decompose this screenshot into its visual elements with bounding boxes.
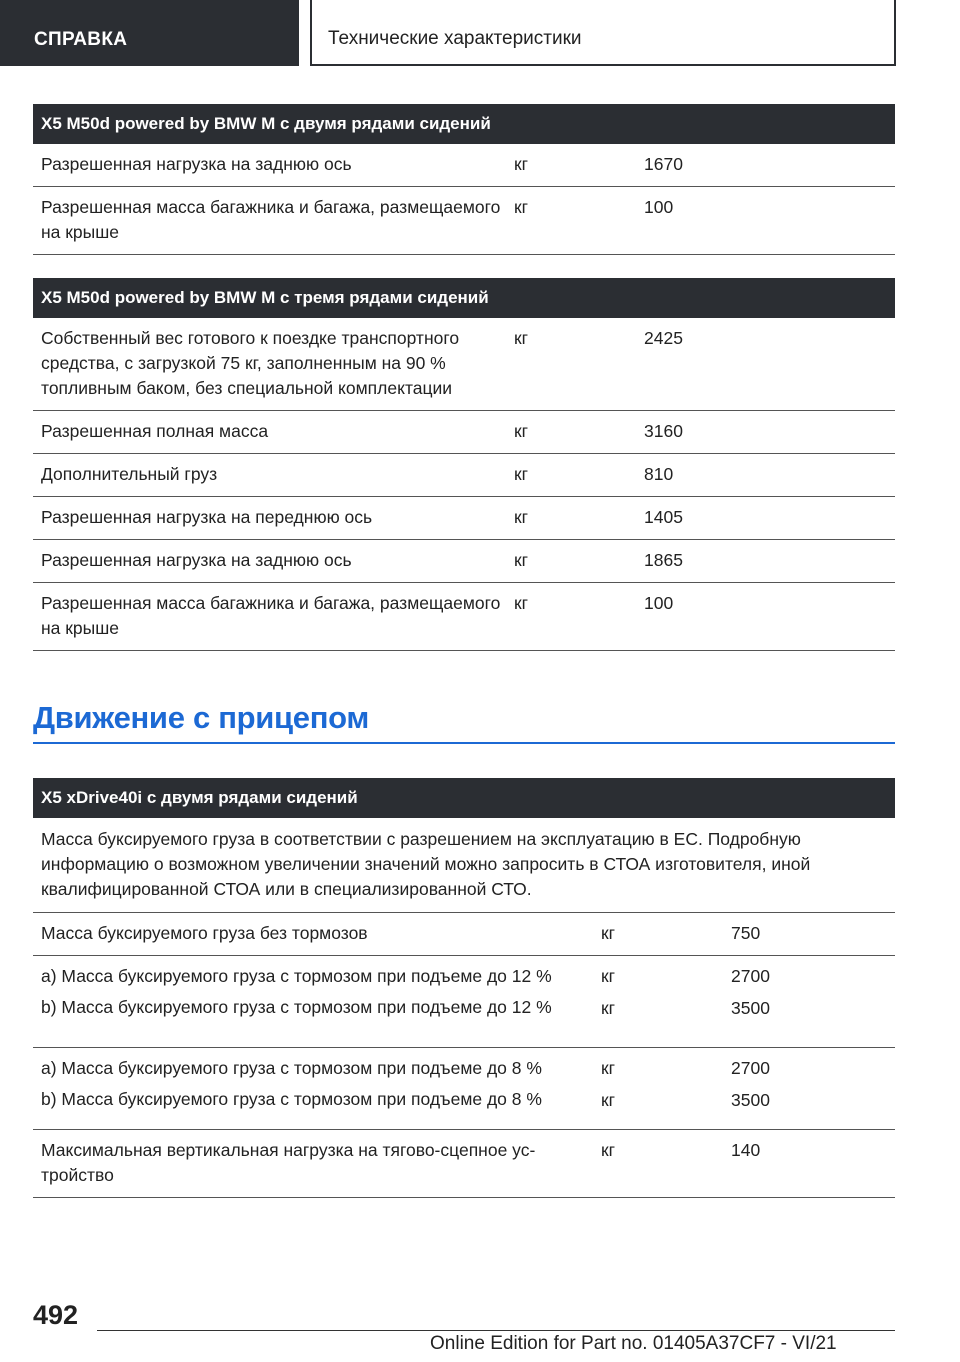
row-value: 2425 [644, 328, 683, 348]
row-value: 1670 [644, 154, 683, 174]
row-value: 100 [644, 593, 674, 613]
page-number: 492 [33, 1300, 79, 1330]
table-row [33, 318, 895, 411]
row-label: Собственный вес готового к поездке транспортного средства, с загрузкой 75 кг, заполненным на 90 % топливным баком, без специальной комплектации [41, 328, 460, 398]
table-row [33, 187, 895, 255]
row-label-b: b) Масса буксируемого груза с тормозом при подъеме до 12 % [41, 997, 552, 1017]
header-title-box [310, 0, 896, 66]
row-unit-a: кг [601, 966, 616, 986]
row-label: Разрешенная нагрузка на заднюю ось [41, 154, 352, 174]
spec-table-xdrive40i-trailer [33, 778, 895, 1198]
row-value: 100 [644, 197, 674, 217]
header-title: Технические характеристики [328, 28, 582, 49]
table-row [33, 454, 895, 497]
footer-divider [97, 1330, 895, 1331]
table-heading: X5 xDrive40i с двумя рядами сидений [33, 778, 895, 818]
row-label: Разрешенная нагрузка на заднюю ось [41, 550, 352, 570]
table-row [33, 1130, 895, 1198]
table-row [33, 144, 895, 187]
row-unit-group [593, 956, 723, 1037]
row-label: Разрешенная полная масса [41, 421, 269, 441]
row-label-b: b) Масса буксируемого груза с тормозом при подъеме до 8 % [41, 1089, 542, 1109]
row-value-b: 3500 [731, 998, 770, 1018]
table-row [33, 540, 895, 583]
table-row [33, 956, 895, 1048]
row-label: Разрешенная масса багажника и багажа, размещаемого на крыше [41, 593, 501, 638]
row-label: Разрешенная нагрузка на переднюю ось [41, 507, 373, 527]
table-row [33, 411, 895, 454]
row-value-group [723, 956, 895, 1037]
row-label: Разрешенная масса багажника и багажа, размещаемого на крыше [41, 197, 501, 242]
row-value-group [723, 1048, 895, 1129]
row-label-a: a) Масса буксируемого груза с тормозом при подъеме до 12 % [41, 966, 552, 986]
row-unit: кг [601, 1140, 616, 1160]
table-row [33, 1048, 895, 1130]
row-label-group [33, 956, 593, 1037]
spec-table-m50d-three-rows [33, 278, 895, 651]
spec-table-m50d-two-rows [33, 104, 895, 255]
row-label: Масса буксируемого груза без тормозов [41, 923, 368, 943]
table-heading: X5 M50d powered by BMW M с двумя рядами сидений [33, 104, 895, 144]
section-title: Движение с прицепом [33, 700, 895, 744]
table-row [33, 497, 895, 540]
table-row [33, 913, 895, 956]
row-unit: кг [514, 421, 529, 441]
row-value-a: 2700 [731, 966, 770, 986]
row-unit: кг [514, 593, 529, 613]
row-unit: кг [601, 923, 616, 943]
row-value-b: 3500 [731, 1090, 770, 1110]
row-label: Дополнительный груз [41, 464, 218, 484]
row-unit: кг [514, 550, 529, 570]
row-unit: кг [514, 328, 529, 348]
row-value: 750 [731, 923, 761, 943]
table-note: Масса буксируемого груза в соответствии с разрешением на эксплуатацию в ЕС. Подробную информацию о возможном увеличении значений можно запросить в СТОА изготовителя, иной квалифицированной СТОА или в специализированной СТО. [33, 818, 895, 913]
row-unit: кг [514, 464, 529, 484]
row-label-a: a) Масса буксируемого груза с тормозом при подъеме до 8 % [41, 1058, 542, 1078]
header-section-label: СПРАВКА [34, 29, 128, 50]
footer-edition: Online Edition for Part no. 01405A37CF7 - VI/21 [430, 1333, 837, 1354]
row-unit: кг [514, 197, 529, 217]
table-heading: X5 M50d powered by BMW M с тремя рядами сидений [33, 278, 895, 318]
row-value: 1865 [644, 550, 683, 570]
row-value: 810 [644, 464, 674, 484]
row-label: Максимальная вертикальная нагрузка на тягово-сцепное устройство [41, 1140, 536, 1185]
row-value: 3160 [644, 421, 683, 441]
row-label-group [33, 1048, 593, 1129]
row-value: 140 [731, 1140, 761, 1160]
row-value-a: 2700 [731, 1058, 770, 1078]
table-row [33, 583, 895, 651]
header-section-tab [0, 0, 299, 66]
row-unit-b: кг [601, 1090, 616, 1110]
row-unit-group [593, 1048, 723, 1129]
row-unit: кг [514, 507, 529, 527]
row-unit-a: кг [601, 1058, 616, 1078]
row-unit-b: кг [601, 998, 616, 1018]
row-value: 1405 [644, 507, 683, 527]
row-unit: кг [514, 154, 529, 174]
